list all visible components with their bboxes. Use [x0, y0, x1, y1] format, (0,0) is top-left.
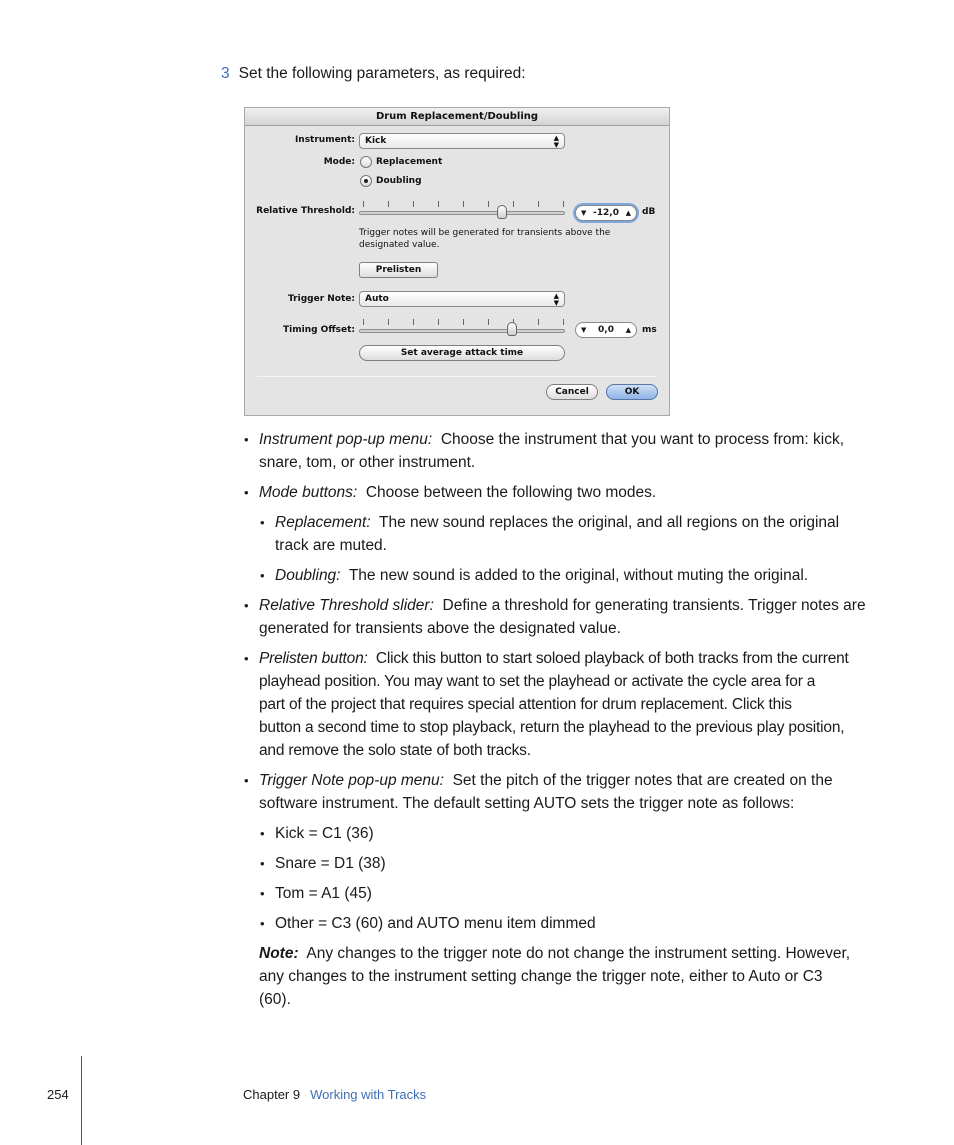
item-threshold — [259, 594, 866, 640]
bullet-dot: • — [260, 826, 265, 841]
chapter-title: Working with Tracks — [310, 1087, 427, 1102]
term: Doubling: — [275, 567, 341, 584]
text-line: Click this button to start soloed playback of both tracks from the current — [375, 650, 849, 667]
bullet-dot: • — [260, 886, 265, 901]
step-text: Set the following parameters, as required: — [238, 65, 526, 82]
timing-slider-thumb[interactable] — [507, 322, 517, 336]
item-other: Other = C3 (60) and AUTO menu item dimmed — [275, 915, 596, 932]
text-line: playhead position. You may want to set the playhead or activate the cycle area for a — [259, 673, 816, 690]
timing-slider-track[interactable] — [359, 329, 565, 333]
item-instrument — [259, 428, 844, 474]
bullet-dot: • — [244, 432, 249, 447]
threshold-stepper[interactable] — [575, 205, 637, 221]
item-snare: Snare = D1 (38) — [275, 855, 386, 872]
step-number: 3 — [221, 65, 230, 82]
text-line: track are muted. — [275, 537, 387, 554]
bullet-dot: • — [260, 568, 265, 583]
threshold-slider-thumb[interactable] — [497, 205, 507, 219]
text-line: Any changes to the trigger note do not change the instrument setting. However, — [306, 945, 851, 962]
instrument-label: Instrument: — [294, 135, 355, 145]
dialog-divider — [257, 376, 657, 377]
threshold-unit: dB — [642, 207, 656, 217]
mode-doubling-label: Doubling — [376, 176, 422, 186]
term: Replacement: — [275, 514, 371, 531]
mode-label: Mode: — [323, 157, 355, 167]
threshold-value: -12,0 — [593, 208, 619, 218]
timing-unit: ms — [642, 325, 657, 335]
decrement-icon[interactable]: ▼ — [581, 209, 587, 217]
timing-value: 0,0 — [598, 325, 614, 335]
ok-button[interactable]: OK — [606, 384, 658, 400]
set-average-attack-button[interactable]: Set average attack time — [359, 345, 565, 361]
item-kick: Kick = C1 (36) — [275, 825, 374, 842]
increment-icon[interactable]: ▲ — [625, 326, 631, 334]
item-trigger-note — [259, 769, 833, 815]
term: Relative Threshold slider: — [259, 597, 434, 614]
trigger-note-value: Auto — [365, 294, 389, 304]
bullet-dot: • — [260, 916, 265, 931]
footer-divider — [81, 1056, 82, 1145]
note-paragraph — [259, 942, 850, 1011]
trigger-note-popup[interactable] — [359, 291, 565, 307]
text-line: (60). — [259, 991, 291, 1008]
instrument-value: Kick — [365, 136, 387, 146]
text-line: and remove the solo state of both tracks. — [259, 742, 531, 759]
dialog-title: Drum Replacement/Doubling — [245, 108, 669, 126]
item-mode — [259, 481, 656, 504]
term: Instrument pop-up menu: — [259, 431, 433, 448]
drum-replacement-dialog — [244, 107, 670, 416]
mode-doubling-radio[interactable] — [360, 175, 372, 187]
threshold-label: Relative Threshold: — [256, 206, 355, 216]
mode-replacement-radio[interactable] — [360, 156, 372, 168]
bullet-dot: • — [244, 773, 249, 788]
text-line: software instrument. The default setting AUTO sets the trigger note as follows: — [259, 795, 795, 812]
text-line: button a second time to stop playback, return the playhead to the previous play position, — [259, 719, 845, 736]
item-tom: Tom = A1 (45) — [275, 885, 372, 902]
item-replacement — [275, 511, 839, 557]
timing-stepper[interactable] — [575, 322, 637, 338]
prelisten-button[interactable]: Prelisten — [359, 262, 438, 278]
item-prelisten — [259, 647, 849, 762]
text-line: The new sound replaces the original, and all regions on the original — [378, 514, 840, 531]
text-line: Choose the instrument that you want to process from: kick, — [440, 431, 844, 448]
decrement-icon[interactable]: ▼ — [581, 326, 587, 334]
trigger-note-label: Trigger Note: — [288, 294, 355, 304]
updown-arrows-icon: ▲ ▼ — [553, 134, 559, 149]
timing-offset-label: Timing Offset: — [283, 325, 355, 335]
term: Mode buttons: — [259, 484, 358, 501]
text-line: generated for transients above the designated value. — [259, 620, 621, 637]
item-doubling — [275, 564, 808, 587]
page-number: 254 — [47, 1087, 69, 1102]
text-line: snare, tom, or other instrument. — [259, 454, 476, 471]
text-line: Define a threshold for generating transients. Trigger notes are — [442, 597, 866, 614]
text-line: The new sound is added to the original, without muting the original. — [348, 567, 809, 584]
bullet-dot: • — [244, 485, 249, 500]
note-label: Note: — [259, 945, 299, 962]
bullet-dot: • — [244, 651, 249, 666]
bullet-dot: • — [260, 856, 265, 871]
footer-chapter — [243, 1087, 426, 1102]
threshold-slider-track[interactable] — [359, 211, 565, 215]
step-instruction — [221, 64, 526, 84]
updown-arrows-icon: ▲ ▼ — [553, 292, 559, 307]
instrument-popup[interactable] — [359, 133, 565, 149]
mode-replacement-label: Replacement — [376, 157, 443, 167]
term: Trigger Note pop-up menu: — [259, 772, 444, 789]
cancel-button[interactable]: Cancel — [546, 384, 598, 400]
increment-icon[interactable]: ▲ — [625, 209, 631, 217]
text-line: Choose between the following two modes. — [365, 484, 657, 501]
bullet-dot: • — [244, 598, 249, 613]
text-line: any changes to the instrument setting change the trigger note, either to Auto or C3 — [259, 968, 823, 985]
chapter-label: Chapter 9 — [243, 1087, 301, 1102]
bullet-dot: • — [260, 515, 265, 530]
text-line: Set the pitch of the trigger notes that are created on the — [452, 772, 833, 789]
term: Prelisten button: — [259, 650, 368, 667]
text-line: part of the project that requires special attention for drum replacement. Click this — [259, 696, 792, 713]
threshold-help-text: Trigger notes will be generated for transients above the designated value. — [359, 228, 611, 250]
